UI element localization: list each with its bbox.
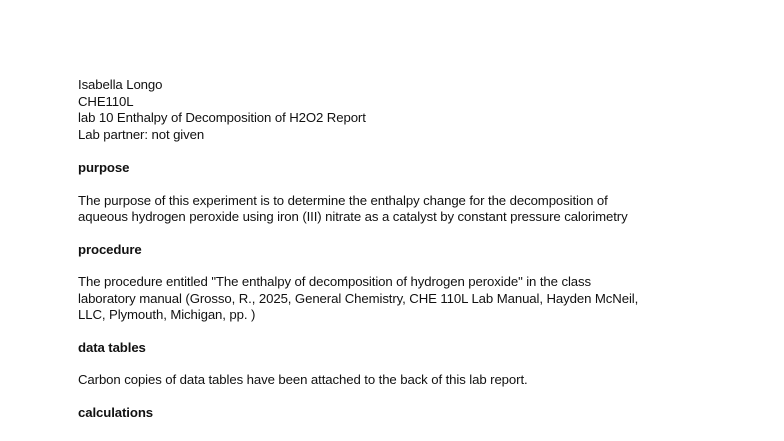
purpose-heading: purpose	[78, 160, 130, 175]
document-page	[78, 77, 768, 421]
purpose-text-line: The purpose of this experiment is to determine the enthalpy change for the decomposition of	[78, 192, 608, 208]
purpose-section	[78, 160, 768, 226]
report-title: lab 10 Enthalpy of Decomposition of H2O2 Report	[78, 110, 366, 125]
data-tables-text-line: Carbon copies of data tables have been attached to the back of this lab report.	[78, 372, 528, 387]
procedure-text-line: The procedure entitled "The enthalpy of decomposition of hydrogen peroxide" in the class	[78, 274, 591, 289]
procedure-heading: procedure	[78, 241, 142, 257]
lab-partner: Lab partner: not given	[78, 126, 205, 142]
data-tables-section	[78, 340, 768, 389]
procedure-text-line: laboratory manual (Grosso, R., 2025, General Chemistry, CHE 110L Lab Manual, Hayden McNeil,	[78, 290, 639, 306]
report-header	[78, 77, 768, 143]
purpose-text-line: aqueous hydrogen peroxide using iron (III) nitrate as a catalyst by constant pressure calorimetry	[78, 209, 628, 224]
calculations-section	[78, 405, 768, 422]
data-tables-heading: data tables	[78, 339, 146, 355]
student-name: Isabella Longo	[78, 77, 163, 92]
course-code: CHE110L	[78, 93, 134, 109]
procedure-section	[78, 242, 768, 324]
procedure-text-line: LLC, Plymouth, Michigan, pp. )	[78, 307, 256, 322]
calculations-heading: calculations	[78, 404, 154, 420]
